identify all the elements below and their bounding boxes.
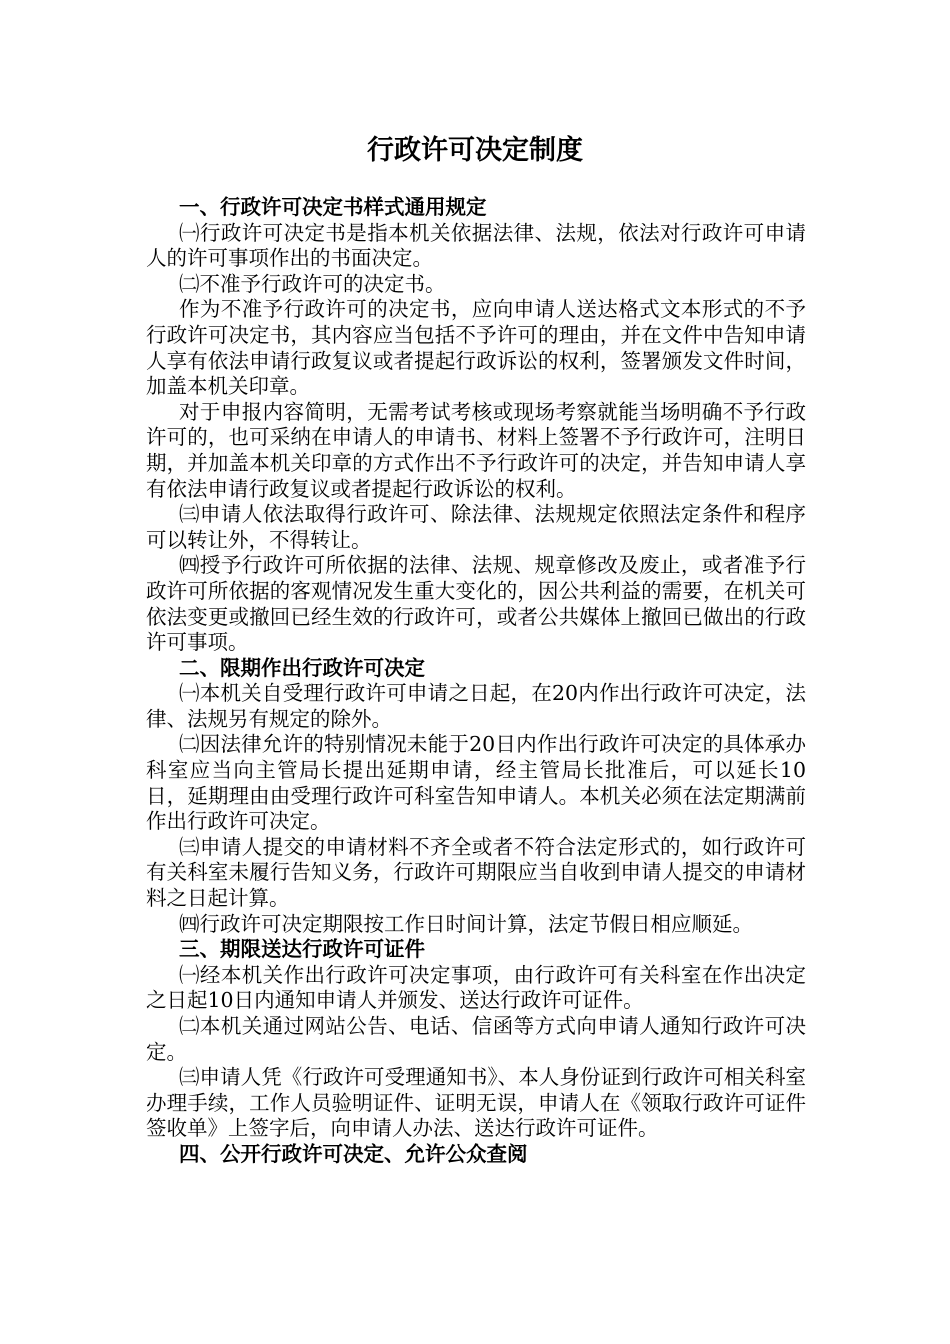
paragraph: ㈣授予行政许可所依据的法律、法规、规章修改及废止，或者准予行政许可所依据的客观情况发生重大变化的，因公共利益的需要，在机关可依法变更或撤回已经生效的行政许可，或者公共媒体上撤回已做出的行政许可事项。 — [146, 553, 806, 655]
paragraph: ㈢申请人提交的申请材料不齐全或者不符合法定形式的，如行政许可有关科室未履行告知义务，行政许可期限应当自收到申请人提交的申请材料之日起计算。 — [146, 834, 806, 911]
paragraph: 对于申报内容简明，无需考试考核或现场考察就能当场明确不予行政许可的，也可采纳在申请人的申请书、材料上签署不予行政许可，注明日期，并加盖本机关印章的方式作出不予行政许可的决定，并告知申请人享有依法申请行政复议或者提起行政诉讼的权利。 — [146, 399, 806, 501]
paragraph: ㈡不准予行政许可的决定书。 — [179, 271, 446, 296]
paragraph: 作为不准予行政许可的决定书，应向申请人送达格式文本形式的不予行政许可决定书，其内容应当包括不予许可的理由，并在文件中告知申请人享有依法申请行政复议或者提起行政诉讼的权利，签署颁发文件时间，加盖本机关印章。 — [146, 297, 806, 399]
section-heading-4: 四、公开行政许可决定、允许公众查阅 — [179, 1141, 528, 1166]
document-body — [146, 195, 806, 1168]
paragraph: ㈠行政许可决定书是指本机关依据法律、法规，依法对行政许可申请人的许可事项作出的书面决定。 — [146, 220, 806, 271]
section-heading-2: 二、限期作出行政许可决定 — [179, 655, 425, 680]
paragraph: ㈠本机关自受理行政许可申请之日起，在20内作出行政许可决定，法律、法规另有规定的除外。 — [146, 681, 806, 731]
paragraph: ㈡本机关通过网站公告、电话、信函等方式向申请人通知行政许可决定。 — [146, 1014, 806, 1064]
section-heading-3: 三、期限送达行政许可证件 — [179, 937, 425, 962]
paragraph: ㈠经本机关作出行政许可决定事项，由行政许可有关科室在作出决定之日起10日内通知申请人并颁发、送达行政许可证件。 — [146, 962, 806, 1013]
paragraph: ㈣行政许可决定期限按工作日时间计算，法定节假日相应顺延。 — [179, 911, 753, 936]
paragraph: ㈢申请人依法取得行政许可、除法律、法规规定依照法定条件和程序可以转让外，不得转让。 — [146, 502, 806, 552]
paragraph: ㈢申请人凭《行政许可受理通知书》、本人身份证到行政许可相关科室办理手续，工作人员验明证件、证明无误，申请人在《领取行政许可证件签收单》上签字后，向申请人办法、送达行政许可证件。 — [146, 1065, 806, 1141]
section-heading-1: 一、行政许可决定书样式通用规定 — [179, 195, 487, 219]
paragraph: ㈡因法律允许的特别情况未能于20日内作出行政许可决定的具体承办科室应当向主管局长提出延期申请，经主管局长批准后，可以延长10日，延期理由由受理行政许可科室告知申请人。本机关必须在法定期满前作出行政许可决定。 — [146, 732, 806, 834]
document-title: 行政许可决定制度 — [367, 135, 583, 166]
